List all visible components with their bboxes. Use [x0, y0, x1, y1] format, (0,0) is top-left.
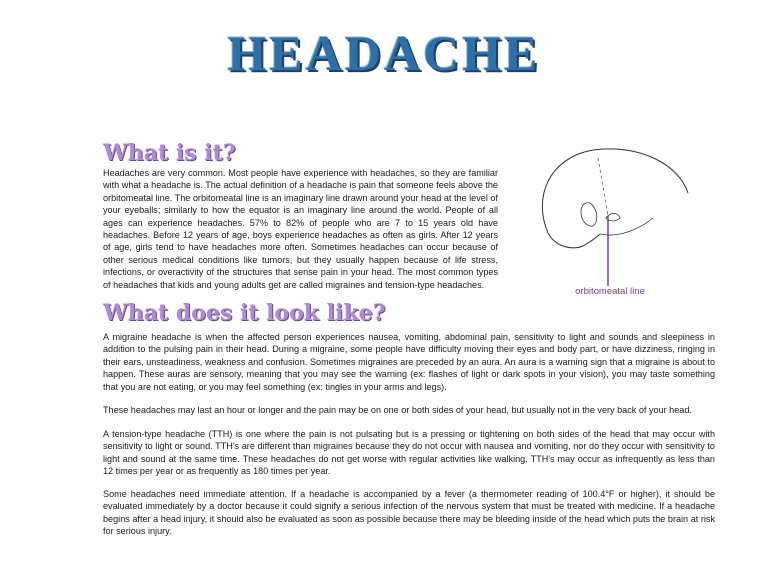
- face-outline: [548, 233, 600, 248]
- section-heading-what-is-it: What is it?: [103, 140, 236, 166]
- duration-paragraph: These headaches may last an hour or longer and the pain may be on one or both sides of your head, but usually not in the very back of your head.: [103, 405, 692, 415]
- section-heading-what-does-it-look-like: What does it look like?: [103, 300, 386, 326]
- tension-headache-paragraph: A tension-type headache (TTH) is one where the pain is not pulsating but is a pressing or tightening on both sides of the head that may occur with sensitivity to light or sound. TTH's are different than migraines because they do not occur with nausea and vomiting, nor do they occur with sensitivity to light and sound at the same time. These headaches do not get worse with regular activities like walking. TTH's may occur as infrequently as less than 12 times per year or as frequently as 180 times per year.: [103, 429, 715, 477]
- intro-paragraph: Headaches are very common. Most people have experience with headaches, so they are familiar with what a headache is. The actual definition of a headache is pain that someone feels above the orbitomeatal line. The orbitomeatal line is an imaginary line drawn around your head at the level of your eyeballs; similarly to how the equator is an imaginary line around the world. People of all ages can experience headaches. 57% to 82% of people who are 7 to 15 years old have headaches. Before 12 years of age, boys experience headaches as often as girls. After 12 years of age, girls tend to have headaches more often. Sometimes headaches can occur because of other serious medical conditions like tumors, but they usually happen because of life stress, infections, or overactivity of the structures that sense pain in your head. The most common types of headaches that kids and young adults get are called migraines and tension-type headaches.: [103, 168, 498, 290]
- migraine-paragraph: A migraine headache is when the affected person experiences nausea, vomiting, abdominal pain, sensitivity to light and sounds and sleepiness in addition to the pulsing pain in their head. During a migraine, some people have difficulty moving their eyes and body part, or have dizziness, ringing in their ears, unsteadiness, weakness and confusion. Sometimes migraines are preceded by an aura. An aura is a warning sign that a migraine is about to happen. These auras are sensory, meaning that you may see the warning (ex: flashes of light or dark spots in your vision), you may taste something that you are not eating, or you may feel something (ex: tingles in your arms and legs).: [103, 332, 715, 392]
- figure-caption: orbitomeatal line: [575, 286, 645, 297]
- head-profile-illustration: [528, 138, 698, 288]
- page-title: HEADACHE: [227, 25, 541, 81]
- orbitomeatal-dashed-line: [598, 158, 608, 216]
- ear-outline: [581, 203, 597, 226]
- urgent-attention-paragraph: Some headaches need immediate attention. If a headache is accompanied by a fever (a thermometer reading of 100.4°F or higher), it should be evaluated immediately by a doctor because it could signify a serious infection of the nervous system that must be treated with medicine. If a headache begins after a head injury, it should also be evaluated as soon as possible because there may be bleeding inside of the head which puts the brain at risk for serious injury.: [103, 489, 715, 537]
